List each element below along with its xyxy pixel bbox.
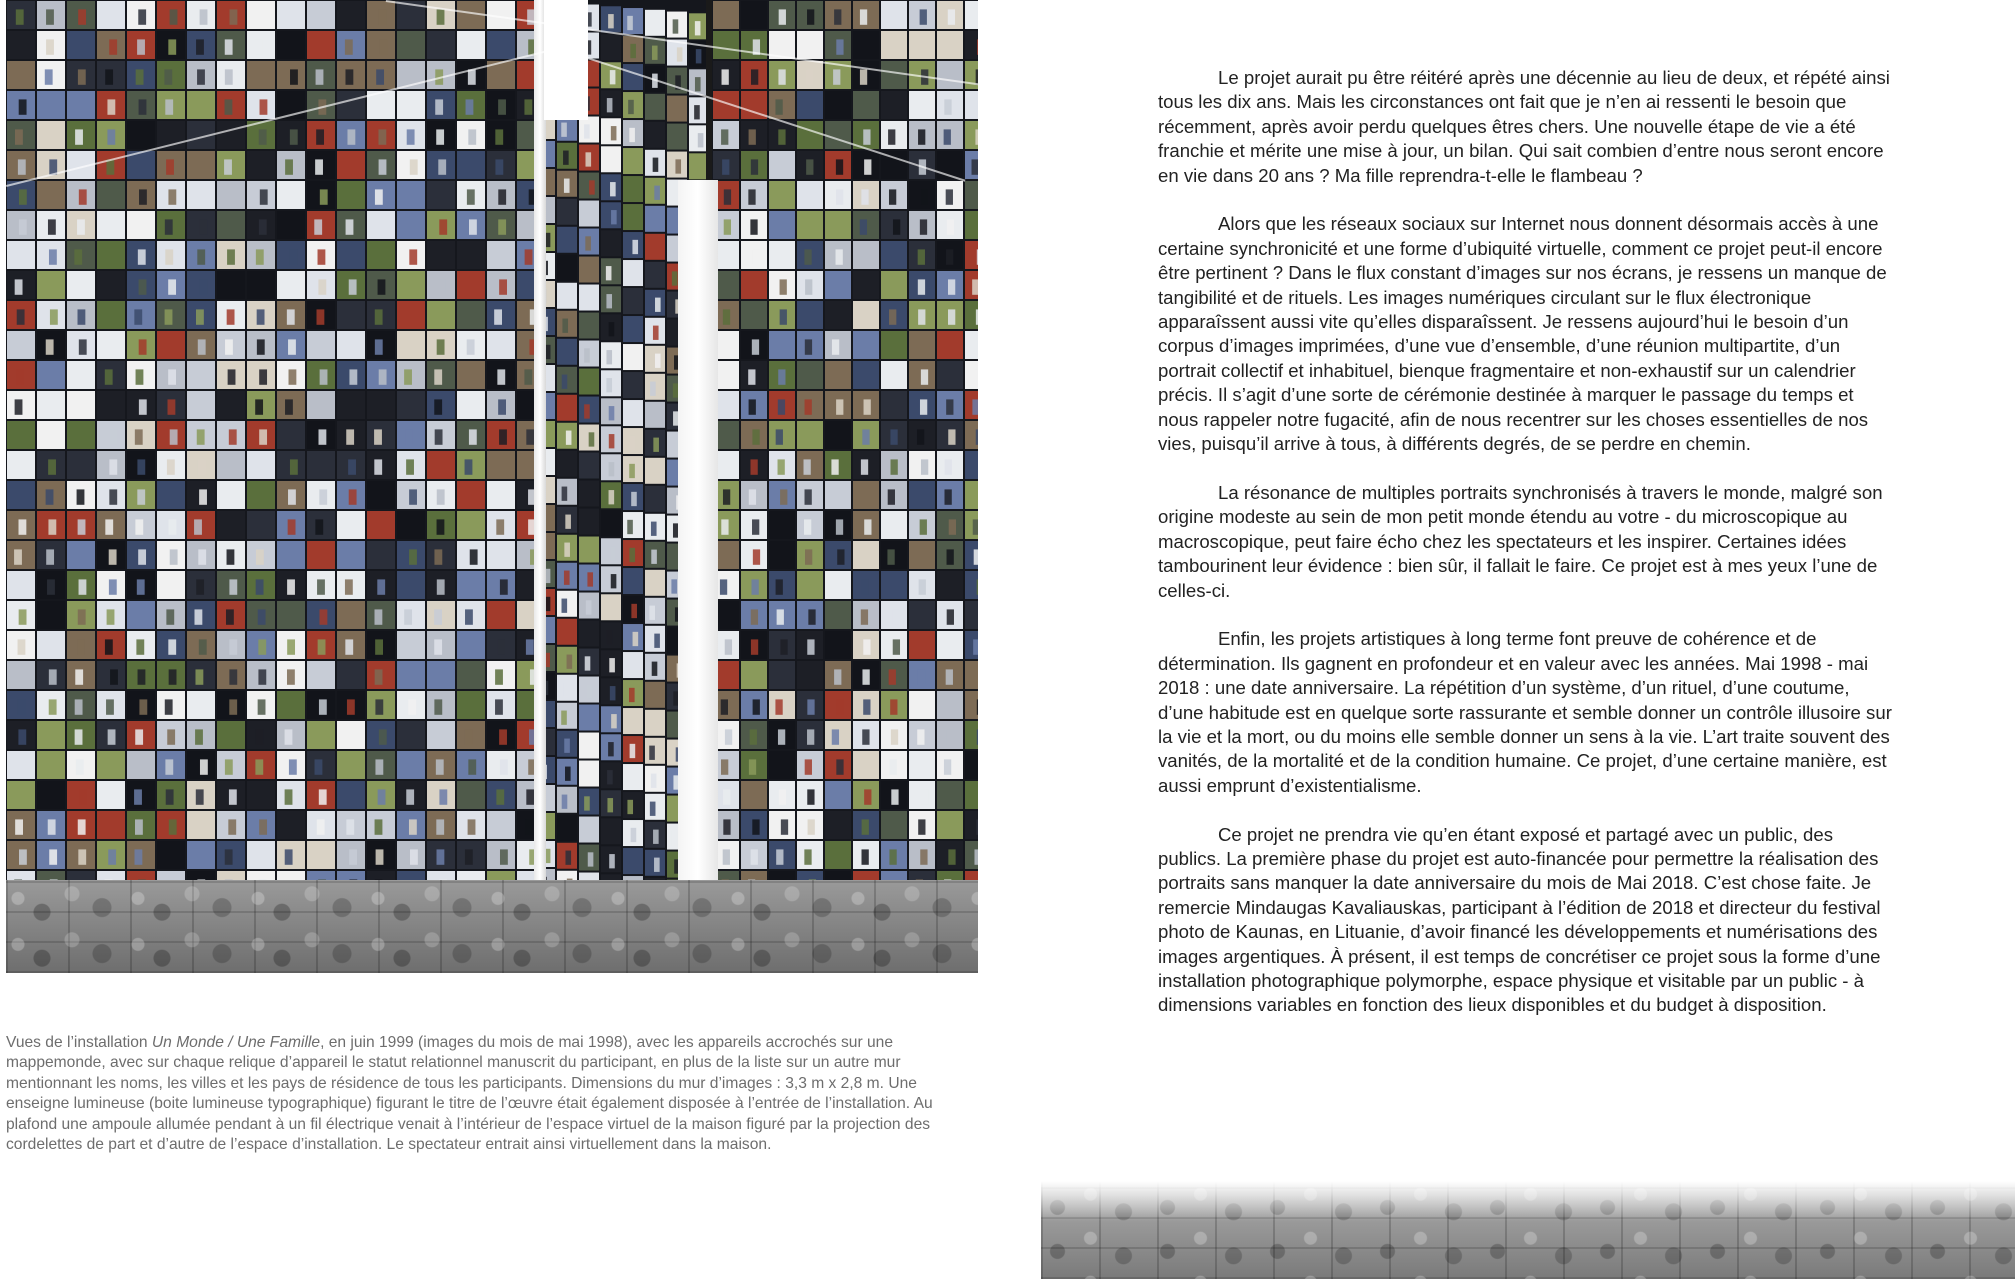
ceiling-light — [544, 0, 588, 120]
photo-wall-right — [712, 0, 978, 882]
paragraph: Ce projet ne prendra vie qu’en étant exposé et partagé avec un public, des publics. La première phase du projet est auto-financée pour permettre la réalisation des portraits sans manquer la date anniversaire du mois de Mai 2018. C’est chose faite. Je remercie Mindaugas Kavaliauskas, participant à l’édition de 2018 et directeur du festival photo de Kaunas, en Lituanie, d’avoir financé les développements et numérisations des images argentiques. À présent, il est temps de concrétiser ce projet sous la forme d’une installation photographique polymorphe, espace physique et visitable par un public - à dimensions variables en fonction des lieux disponibles et du budget à disposition. — [1158, 823, 1881, 1016]
photo-caption — [6, 1033, 981, 1155]
floor-photo-strip — [1041, 1181, 2015, 1279]
caption-work-title: Un Monde / Une Famille — [151, 1034, 321, 1051]
photo-wall-left — [6, 0, 534, 888]
paragraph: Le projet aurait pu être réitéré après une décennie au lieu de deux, et répété ainsi tous les dix ans. Mais les circonstances ont fait que je n’en ai ressenti le besoin que récemment, après avoir perdu quelques êtres chers. Une nouvelle étape de vie a été franchie et mérite une mise à jour, un bilan. Qui sait combien d’entre nous seront encore en vie dans 20 ans ? Ma fille reprendra-t-elle le flambeau ? — [1158, 67, 1890, 186]
article-text — [1158, 66, 1895, 1042]
paragraph: Enfin, les projets artistiques à long terme font preuve de cohérence et de détermination. Ils gagnent en profondeur et en valeur avec les années. Mai 1998 - mai 2018 : une date anniversaire. La répétition d’un système, d’un rituel, d’une coutume, d’une habitude est en quelque sorte rassurante et semble donner un contrôle illusoire sur la vie et la mort, ou du moins elle semble donner un sens à la vie. L’art traite souvent des vanités, de la mortalité et de la condition humaine. Ce projet, d’une certaine manière, est aussi emprunt d’existentialisme. — [1158, 628, 1892, 796]
paragraph: Alors que les réseaux sociaux sur Internet nous donnent désormais accès à une certaine synchronicité et une forme d’ubiquité virtuelle, comment ce projet peut-il encore être pertinent ? Dans le flux constant d’images sur nos écrans, je ressens un manque de tangibilité et de rituels. Les images numériques circulant sur le flux électronique apparaîssent aussi vite qu’elles disparaîssent. Je ressens aujourd’hui le besoin d’un corpus d’images imprimées, d’une vue d’ensemble, d’une réunion multipartite, d’un portrait collectif et inhabituel, bienque fragmentaire et non-exhaustif sur un calendrier précis. Il s’agit d’une sorte de cérémonie destinée à marquer le passage du temps et nous rappeler notre fugacité, afin de nous recentrer sur les choses essentielles de nos vies, puisqu’il arrive à tous, à différents degrés, de se perdre en chemin. — [1158, 213, 1887, 455]
caption-prefix: Vues de l’installation — [6, 1034, 152, 1051]
wall-corner — [534, 0, 546, 888]
doorway-light — [678, 180, 718, 880]
paragraph: La résonance de multiples portraits synchronisés à travers le monde, malgré son origine modeste au sein de mon petit monde étendu au votre - du microscopique au macroscopique, peut faire écho chez les spectateurs et les inspirer. Certaines idées tambourinent leur évidence : bien sûr, il fallait le faire. Ce projet est à mes yeux l’une de celles-ci. — [1158, 481, 1883, 601]
caption-body: , en juin 1999 (images du mois de mai 1998), avec les appareils accrochés sur une mappemonde, avec sur chaque relique d’appareil le statut relationnel manuscrit du participant, en plus de la liste sur un autre mur mentionnant les noms, les villes et les pays de résidence de tous les participants. Dimensions du mur d’images : 3,3 m x 2,8 m. Une enseigne lumineuse (boite lumineuse typographique) figurant le titre de l’œuvre était également disposée à l’entrée de l’installation. Au plafond une ampoule allumée pendant à un fil électrique venait à l’intérieur de l’espace virtuel de la maison figuré par la projection des cordelettes de part et d’autre de l’espace d’installation. Le spectateur entrait ainsi virtuellement dans la maison. — [6, 1034, 933, 1154]
installation-photo — [6, 0, 978, 973]
